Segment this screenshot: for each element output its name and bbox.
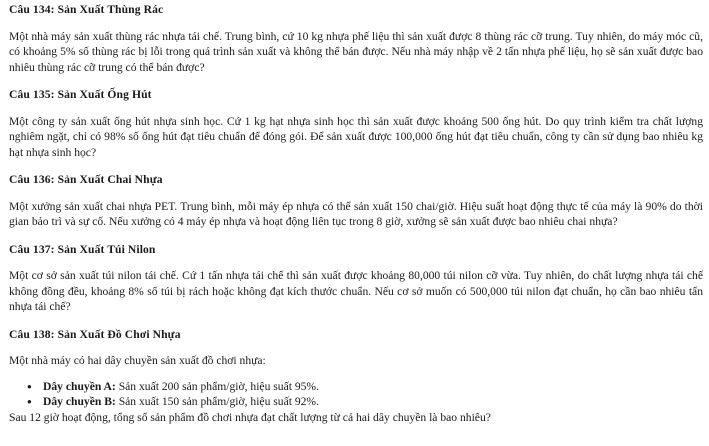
line-a-text: Sản xuất 200 sản phẩm/giờ, hiệu suất 95%. — [115, 379, 319, 393]
q137-title: Câu 137: Sản Xuất Túi Nilon — [9, 242, 156, 256]
q138-line-list — [9, 379, 703, 410]
list-item — [27, 379, 703, 395]
list-item — [27, 394, 703, 410]
q134-title: Câu 134: Sản Xuất Thùng Rác — [9, 3, 164, 16]
q134-body: Một nhà máy sản xuất thùng rác nhựa tái chế. Trung bình, cứ 10 kg nhựa phế liệu thì sản xuất được 8 thùng rác cỡ trung. Tuy nhiên, do máy móc cũ, có khoảng 5% số thùng rác bị lỗi trong quá trình sản xuất và không thể bán được. Nếu nhà máy nhập về 2 tấn nhựa phế liệu, họ sẽ sản xuất được bao nhiêu thùng rác cỡ trung có thể bán được? — [9, 29, 703, 74]
q138-question: Sau 12 giờ hoạt động, tổng số sản phẩm đồ chơi nhựa đạt chất lượng từ cả hai dây chuyền là bao nhiêu? — [9, 410, 491, 424]
line-a-label: Dây chuyền A: — [43, 379, 116, 393]
q136-body: Một xưởng sản xuất chai nhựa PET. Trung bình, mỗi máy ép nhựa có thể sản xuất 150 chai/giờ. Hiệu suất hoạt động thực tế của máy là 90% do thời gian bảo trì và sự cố. Nếu xưởng có 4 máy ép nhựa và hoạt động liên tục trong 8 giờ, xưởng sẽ sản xuất được bao nhiêu chai nhựa? — [9, 199, 703, 228]
q135-body: Một công ty sản xuất ống hút nhựa sinh học. Cứ 1 kg hạt nhựa sinh học thì sản xuất được khoảng 500 ống hút. Do quy trình kiểm tra chất lượng nghiêm ngặt, chỉ có 98% số ống hút đạt tiêu chuẩn để đóng gói. Để sản xuất được 100,000 ống hút đạt tiêu chuẩn, công ty cần sử dụng bao nhiêu kg hạt nhựa sinh học? — [9, 114, 703, 159]
q135-title: Câu 135: Sản Xuất Ống Hút — [9, 88, 152, 101]
q136-title: Câu 136: Sản Xuất Chai Nhựa — [9, 173, 163, 186]
q138-intro: Một nhà máy có hai dây chuyền sản xuất đồ chơi nhựa: — [9, 354, 266, 367]
q137-body: Một cơ sở sản xuất túi nilon tái chế. Cứ 1 tấn nhựa tái chế thì sản xuất được khoảng 80,000 túi nilon cỡ vừa. Tuy nhiên, do chất lượng nhựa tái chế không đồng đều, khoảng 8% số túi bị rách hoặc không đạt kích thước chuẩn. Nếu cơ sở muốn có 500,000 túi nilon đạt chuẩn, họ cần bao nhiêu tấn nhựa tái chế? — [9, 269, 703, 313]
q138-title: Câu 138: Sản Xuất Đồ Chơi Nhựa — [9, 327, 181, 341]
document-page — [9, 0, 703, 425]
line-b-label: Dây chuyền B: — [43, 395, 116, 408]
line-b-text: Sản xuất 150 sản phẩm/giờ, hiệu suất 92%. — [115, 395, 319, 408]
